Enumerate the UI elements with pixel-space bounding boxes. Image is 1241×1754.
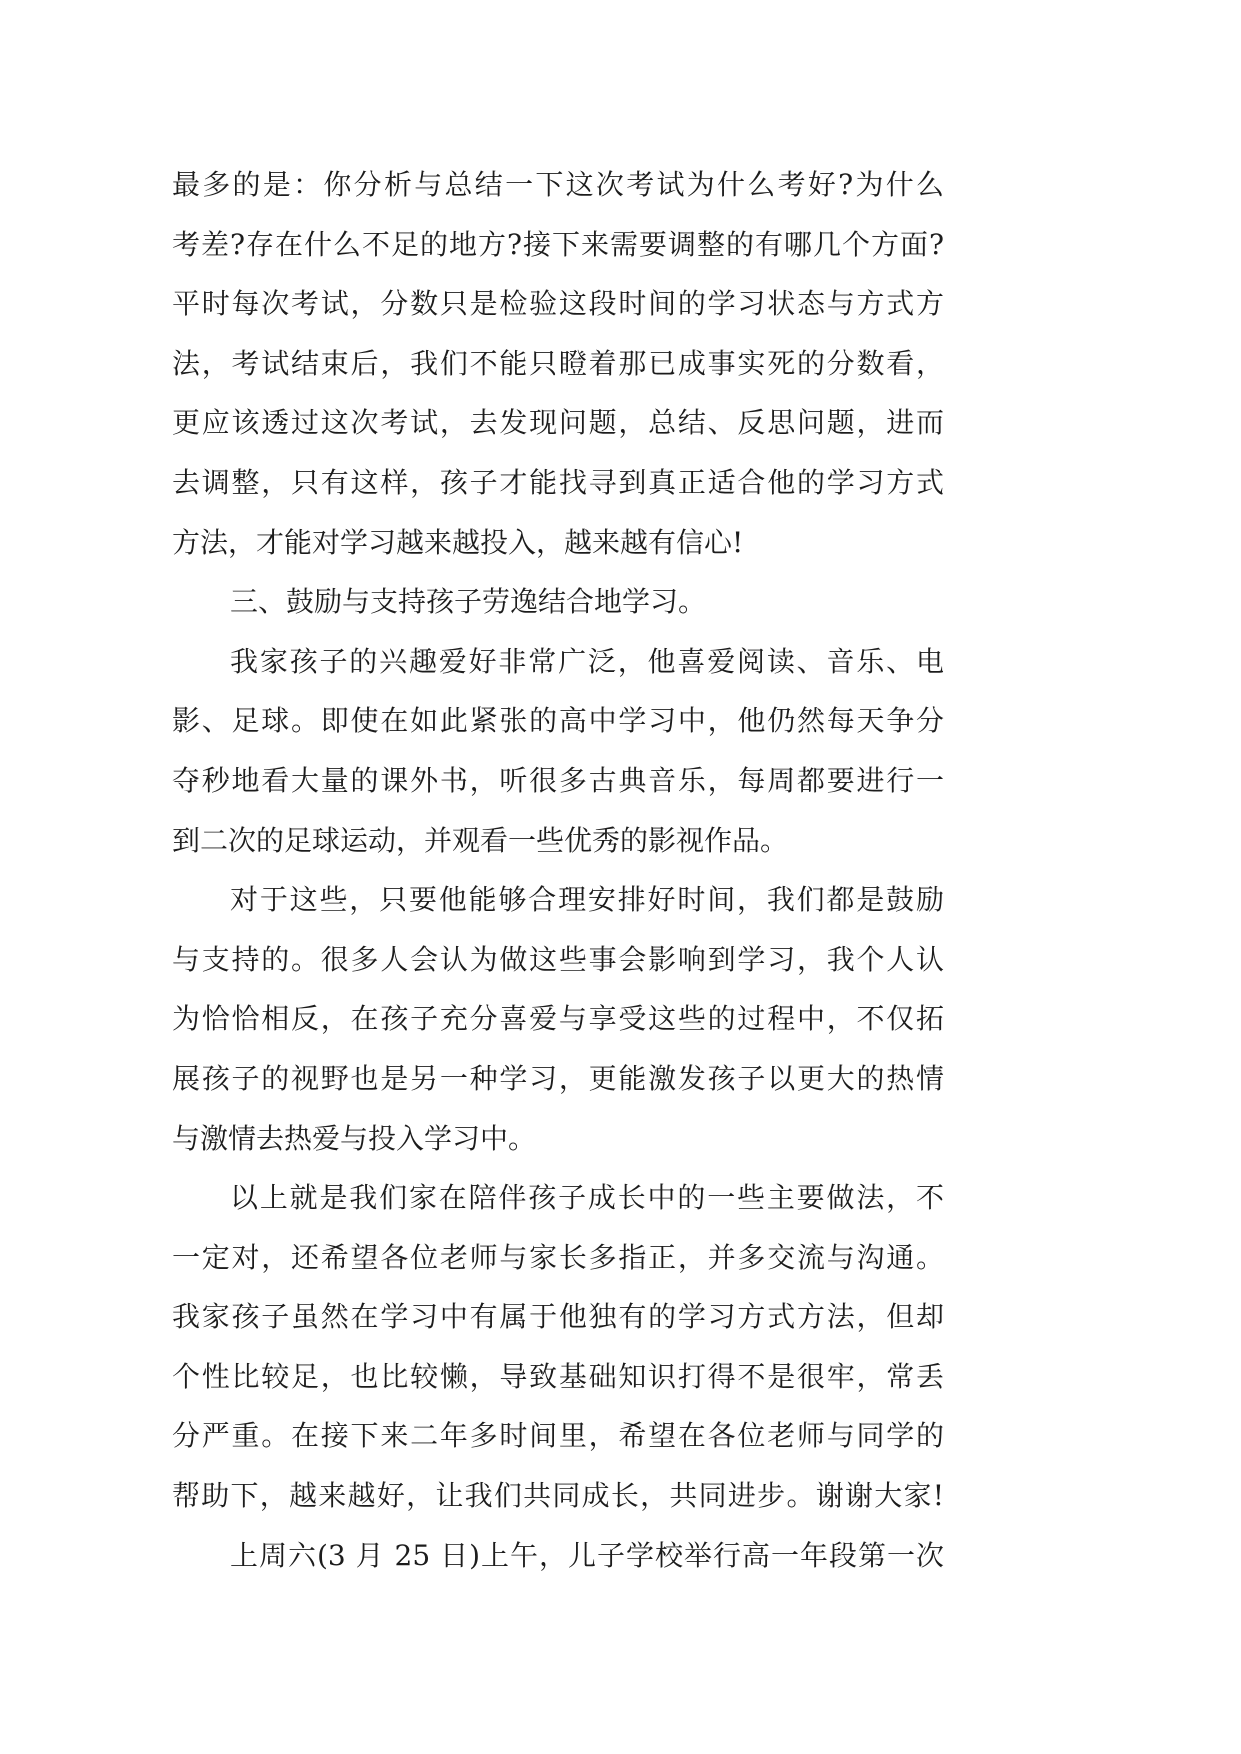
text-line: 展孩子的视野也是另一种学习，更能激发孩子以更大的热情 [172, 1061, 944, 1095]
paragraph [172, 1168, 944, 1526]
text-line: 影、足球。即使在如此紧张的高中学习中，他仍然每天争分 [172, 704, 944, 738]
text-line: 上周六(3 月 25 日)上午，儿子学校举行高一年段第一次 [230, 1538, 944, 1572]
text-line: 个性比较足，也比较懒，导致基础知识打得不是很牢，常丢 [172, 1359, 944, 1393]
text-line: 考差?存在什么不足的地方?接下来需要调整的有哪几个方面? [172, 227, 944, 261]
paragraph [172, 870, 944, 1168]
text-line: 与支持的。很多人会认为做这些事会影响到学习，我个人认 [172, 942, 944, 976]
text-line: 为恰恰相反，在孩子充分喜爱与享受这些的过程中，不仅拓 [172, 1002, 944, 1036]
text-line: 更应该透过这次考试，去发现问题，总结、反思问题，进而 [172, 406, 944, 440]
paragraph [172, 1526, 944, 1586]
section-heading [172, 572, 944, 632]
text-line: 我家孩子虽然在学习中有属于他独有的学习方式方法，但却 [172, 1300, 944, 1334]
text-line: 帮助下，越来越好，让我们共同成长，共同进步。谢谢大家! [172, 1479, 944, 1513]
text-line: 最多的是：你分析与总结一下这次考试为什么考好?为什么 [172, 168, 944, 201]
text-line: 与激情去热爱与投入学习中。 [172, 1121, 537, 1155]
text-line: 夺秒地看大量的课外书，听很多古典音乐，每周都要进行一 [172, 763, 944, 797]
text-line: 一定对，还希望各位老师与家长多指正，并多交流与沟通。 [172, 1240, 944, 1274]
paragraph [172, 155, 944, 572]
text-line: 平时每次考试，分数只是检验这段时间的学习状态与方式方 [172, 287, 944, 321]
text-line: 分严重。在接下来二年多时间里，希望在各位老师与同学的 [172, 1419, 944, 1453]
text-line: 我家孩子的兴趣爱好非常广泛，他喜爱阅读、音乐、电 [230, 644, 944, 678]
text-line: 去调整，只有这样，孩子才能找寻到真正适合他的学习方式 [172, 465, 944, 499]
text-line: 法，考试结束后，我们不能只瞪着那已成事实死的分数看， [172, 346, 944, 380]
heading-line: 三、鼓励与支持孩子劳逸结合地学习。 [230, 585, 707, 619]
text-line: 以上就是我们家在陪伴孩子成长中的一些主要做法，不 [230, 1181, 944, 1215]
text-line: 方法，才能对学习越来越投入，越来越有信心! [172, 525, 744, 559]
paragraph [172, 632, 944, 870]
text-line: 对于这些，只要他能够合理安排好时间，我们都是鼓励 [230, 883, 944, 917]
text-line: 到二次的足球运动，并观看一些优秀的影视作品。 [172, 823, 789, 857]
body-text [172, 155, 944, 1585]
